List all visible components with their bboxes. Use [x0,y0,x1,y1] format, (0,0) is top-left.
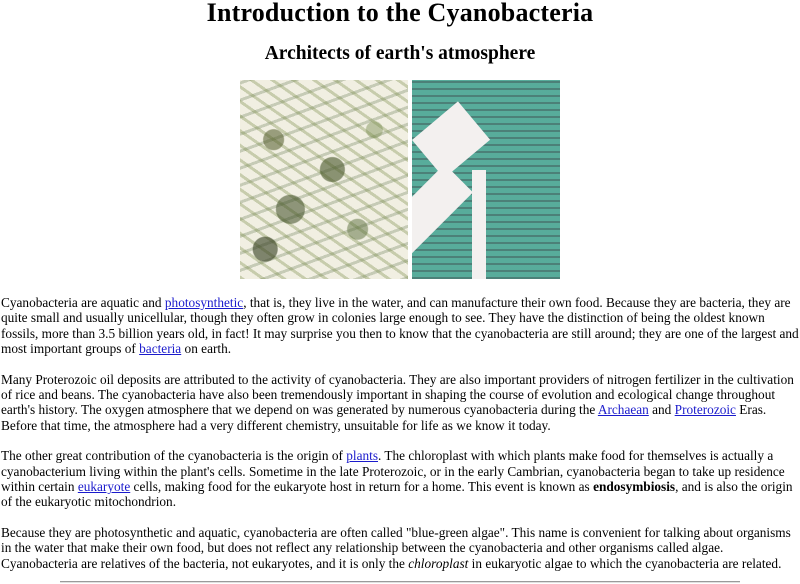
image-background-region [412,101,490,178]
text: The other great contribution of the cyanobacteria is the origin of [1,448,347,464]
oscillatoria-image [412,80,560,279]
text: in eukaryotic algae to which the cyanobacteria are related. [468,555,782,571]
text: on earth. [181,341,232,357]
text: cells, making food for the eukaryote host in return for a home. This event is known as [130,479,594,495]
term-chloroplast: chloroplast [408,555,469,571]
text: , that is, they live in the water, and can manufacture their own food. Because they are bacteria, they are quite small and usually unicellular, though they often grow in colonies large enough to see. They have the distinction of being the oldest known fossils, more than 3.5 billion years old, in fact! It may surprise you then to know that the cyanobacteria are still around; they are one of the largest and most important groups of [1,295,799,357]
paragraph-blue-green-algae [0,525,800,571]
page-subtitle: Architects of earth's atmosphere [264,43,536,64]
link-bacteria[interactable]: bacteria [139,341,182,357]
paragraph-intro [0,295,800,357]
text: Cyanobacteria are aquatic and [1,295,165,310]
term-endosymbiosis: endosymbiosis [593,479,676,495]
paragraph-atmosphere [0,372,800,434]
link-eukaryote[interactable]: eukaryote [77,479,131,495]
horizontal-divider [60,581,740,583]
filamentous-cyanobacteria-image [240,80,408,279]
link-plants[interactable]: plants [346,448,378,464]
text: Because they are photosynthetic and aquatic, cyanobacteria are often called "blue-green algae". This name is convenient for talking about organisms in the water that make their own food, but does not reflect any relationship between the cyanobacteria and other organisms called algae. Cyanobacteria are relatives of the bacteria, not eukaryotes, and it is only the [1,524,791,571]
text: and [648,402,675,418]
cyanobacteria-figure [240,80,560,279]
link-photosynthetic[interactable]: photosynthetic [164,295,244,310]
link-proterozoic[interactable]: Proterozoic [674,402,736,418]
link-archaean[interactable]: Archaean [597,402,649,418]
page-title: Introduction to the Cyanobacteria [206,0,594,27]
text: Many Proterozoic oil deposits are attributed to the activity of cyanobacteria. They are also important providers of nitrogen fertilizer in the cultivation of rice and beans. The cyanobacteria have also been tremendously important in shaping the course of evolution and ecological change throughout earth's history. The oxygen atmosphere that we depend on was generated by numerous cyanobacteria during the [1,371,794,418]
text: . The chloroplast with which plants make food for themselves is actually a cyanobacterium living within the plant's cells. Sometime in the late Proterozoic, or in the early Cambrian, cyanobacteria began to take up residence within certain [1,448,785,495]
paragraph-plants [0,448,800,510]
text: Eras. Before that time, the atmosphere had a very different chemistry, unsuitable for life as we know it today. [1,402,767,433]
text: , and is also the origin of the eukaryotic mitochondrion. [1,479,793,510]
